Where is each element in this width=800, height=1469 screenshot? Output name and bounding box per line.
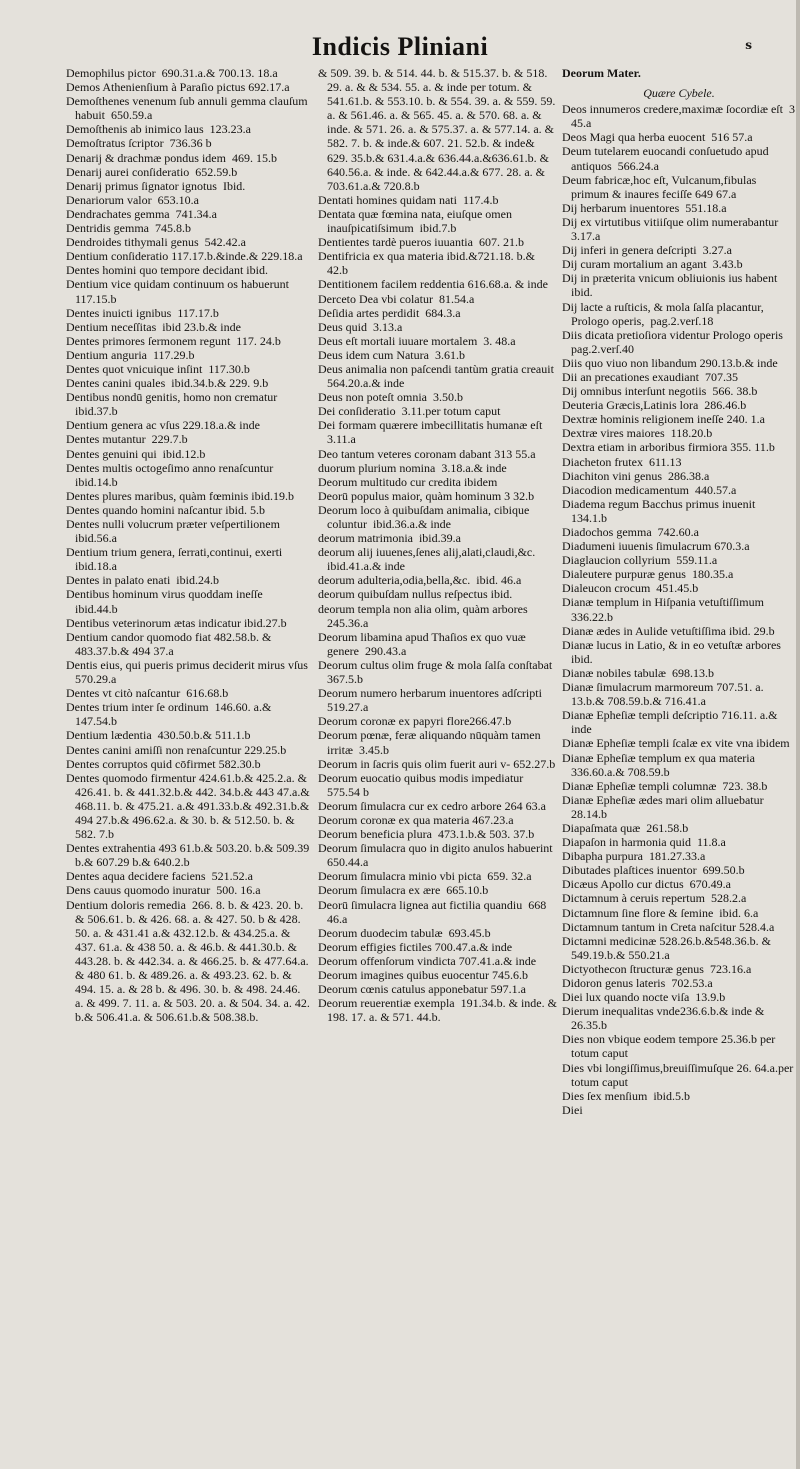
index-column-1 [66,66,314,1466]
index-entry: Dentes nulli volucrum præter veſpertilionem ibid.56.a [66,517,286,546]
index-entry: Dentes quot vnicuique inſint 117.30.b [66,361,250,376]
index-entry: Dianæ templum in Hiſpania vetuſtiſſimum 336.22.b [562,595,770,624]
index-entry: Dentes canini amiſſi non renaſcuntur 229.25.b [66,742,287,757]
index-entry: Dictamni medicinæ 528.26.b.&548.36.b. & 549.19.b.& 550.21.a [562,933,774,962]
index-entry: Dentifricia ex qua materia ibid.&721.18. b.& 42.b [318,249,538,278]
index-entry: Dentium genera ac vſus 229.18.a.& inde [66,418,260,433]
index-entry: Dentes primores ſermonem regunt 117. 24.b [66,333,281,348]
index-entry: Deus idem cum Natura 3.61.b [318,347,465,362]
index-entry: Dentes multis octogeſimo anno renaſcuntur ibid.14.b [66,460,280,489]
index-entry: Dentium lædentia 430.50.b.& 511.1.b [66,728,251,743]
index-column-2 [318,66,558,1466]
index-entry: Dictamnum tantum in Creta naſcitur 528.4.a [562,919,775,934]
running-title: Indicis Pliniani [311,32,489,61]
index-entry: Deos innumeros credere,maximæ ſocordiæ eſt 3 45.a [562,102,795,131]
index-entry: Deorum coronæ ex papyri flore266.47.b [318,714,512,729]
index-entry: Dentes genuini qui ibid.12.b [66,446,206,461]
index-entry: Deorum coronæ ex qua materia 467.23.a [318,812,514,827]
index-entry: Dentes trium inter ſe ordinum 146.60. a.& 147.54.b [66,700,275,729]
index-entry: Deſidia artes perdidit 684.3.a [318,305,461,320]
index-entry: Deorum cœnis catulus apponebatur 597.1.a [318,982,526,997]
index-entry: deorum matrimonia ibid.39.a [318,531,461,546]
index-entry: Deorum in ſacris quis olim fuerit auri v- 652.27.b [318,756,556,771]
index-entry: Dij herbarum inuentores 551.18.a [562,200,727,215]
index-column-3 [562,66,796,1466]
index-entry: Dicæus Apollo cur dictus 670.49.a [562,877,731,892]
index-entry: Deorum loco à quibuſdam animalia, cibique coluntur ibid.36.a.& inde [318,502,533,531]
index-entry: Dij ex virtutibus vitiiſque olim numerabantur 3.17.a [562,214,785,244]
index-entry: Deorum imagines quibus euocentur 745.6.b [318,968,528,982]
index-entry: Dij in præterita vnicum obliuionis ius habent ibid. [562,271,784,300]
index-entry: Demoſthenes venenum ſub annuli gemma clauſum habuit 650.59.a [66,94,311,123]
index-entry: Dianæ ſimulacrum marmoreum 707.51. a. 13.b.& 708.59.b.& 716.41.a [562,680,767,709]
index-entry: Deorū populus maior, quàm hominum 3 32.b [318,488,535,503]
index-entry: Dies vbi longiſſimus,breuiſſimuſque 26. 64.a.per totum caput [562,1060,797,1089]
index-entry: Deorum ſimulacra minio vbi picta 659. 32.a [318,869,532,884]
index-entry: deorum quibuſdam nullus reſpectus ibid. [318,587,513,602]
index-entry: Dictamnum ſine flore & ſemine ibid. 6.a [562,905,759,920]
index-entry: Diis dicata pretioſiora videntur Prologo operis pag.2.verſ.40 [562,327,786,356]
index-entry: Demophilus pictor 690.31.a.& 700.13. 18.a [66,66,278,80]
index-entry: Deum tutelarem euocandi conſuetudo apud antiquos 566.24.a [562,144,772,173]
index-entry: Derceto Dea vbi colatur 81.54.a [318,291,475,306]
index-entry: Dibapha purpura 181.27.33.a [562,849,706,864]
index-entry: Dies ſex menſium ibid.5.b [562,1088,690,1103]
index-entry: Dentibus veterinorum ætas indicatur ibid.27.b [66,615,287,630]
index-entry: Denarij primus ſignator ignotus Ibid. [66,178,246,193]
index-entry: Deorum multitudo cur credita ibidem [318,474,498,489]
index-entry: Dentium vice quidam continuum os habuerunt 117.15.b [66,277,295,306]
index-entry: Deuteria Græcis,Latinis lora 286.46.b [562,398,747,413]
index-entry: Deos Magi qua herba euocent 516 57.a [562,130,753,145]
index-entry: Diei lux quando nocte viſa 13.9.b [562,990,726,1005]
index-entry: Deorum numero herbarum inuentores adſcripti 519.27.a [318,686,548,715]
index-entry: Dentata quæ fœmina nata, eiuſque omen inauſpicatiſsimum ibid.7.b [318,206,515,236]
index-entry: Demos Athenienſium à Paraſio pictus 692.17.a [66,80,290,95]
index-entry: Dentridis gemma 745.8.b [66,221,191,236]
index-entry: Dianæ Epheſiæ templi deſcriptio 716.11. a.& inde [562,708,781,737]
index-entry: Dictamnum à ceruis repertum 528.2.a [562,891,747,906]
index-entry: Dentes homini quo tempore decidant ibid. [66,263,268,278]
index-entry: Dentes mutantur 229.7.b [66,432,188,447]
index-entry: Deorum pœnæ, feræ aliquando nūquàm tamen irritæ 3.45.b [318,728,544,757]
index-entry: Dianæ ædes in Aulide vetuſtiſſima ibid. 29.b [562,623,775,638]
index-entry: Dij inferi in genera deſcripti 3.27.a [562,243,732,258]
index-entry: Denarij & drachmæ pondus idem 469. 15.b [66,150,277,165]
index-entry: Dentati homines quidam nati 117.4.b [318,192,499,207]
index-entry: Dentitionem facilem reddentia 616.68.a. & inde [318,277,548,292]
index-entry: Dentes plures maribus, quàm fœminis ibid.19.b [66,488,294,503]
index-entry: Diadochos gemma 742.60.a [562,525,699,539]
index-entry: Dij curam mortalium an agant 3.43.b [562,257,743,272]
index-entry: Dianæ lucus in Latio, & in eo vetuſtæ arbores ibid. [562,637,787,666]
index-entry: Dentibus hominum virus quoddam ineſſe ibid.44.b [66,587,269,616]
index-entry: Didoron genus lateris 702.53.a [562,976,713,990]
index-entry: Deorum cultus olim fruge & mola ſalſa conſtabat 367.5.b [318,657,559,687]
index-entry: Deorum duodecim tabulæ 693.45.b [318,925,491,940]
index-entry: Diadema regum Bacchus primus inuenit 134.1.b [562,496,762,525]
index-entry: Deorum reuerentiæ exempla 191.34.b. & inde. & 198. 17. a. & 571. 44.b. [318,996,560,1025]
index-entry: Deus non poteſt omnia 3.50.b [318,390,463,405]
index-entry: Deus quid 3.13.a [318,319,403,334]
index-entry: Dictyothecon ſtructuræ genus 723.16.a [562,961,752,976]
index-entry: duorum plurium nomina 3.18.a.& inde [318,460,507,475]
index-entry: Dentes aqua decidere faciens 521.52.a [66,869,253,884]
index-entry: Denarij aurei conſideratio 652.59.b [66,164,238,179]
page-edge [796,0,800,1469]
index-entry: Dens cauus quomodo inuratur 500. 16.a [66,883,261,898]
index-entry: Dendrachates gemma 741.34.a [66,206,217,221]
index-entry: Dianæ nobiles tabulæ 698.13.b [562,665,714,680]
index-entry: Deus eſt mortali iuuare mortalem 3. 48.a [318,333,516,348]
index-entry: Dentes in palato enati ibid.24.b [66,573,219,588]
index-entry: Dij omnibus interſunt negotiis 566. 38.b [562,384,758,399]
index-entry: Dibutades plaſtices inuentor 699.50.b [562,863,745,878]
index-entry: Dentibus nondū genitis, homo non crematur ibid.37.b [66,390,284,419]
index-entry: Dendroides tithymali genus 542.42.a [66,235,246,250]
page-mark: s [745,38,752,52]
index-entry: Dianæ Epheſiæ ædes mari olim alluebatur 28.14.b [562,792,770,821]
index-column-3-entries [562,102,796,1117]
index-entry: Diapaſon in harmonia quid 11.8.a [562,835,726,850]
index-entry: Dextræ vires maiores 118.20.b [562,426,713,441]
index-entry: Dextræ hominis religionem ineſſe 240. 1.a [562,412,765,427]
index-entry: Diacodion medicamentum 440.57.a [562,482,737,497]
index-entry: Deorū ſimulacra lignea aut fictilia quandiu 668 46.a [318,897,550,926]
index-entry: deorum templa non alia olim, quàm arbores 245.36.a [318,601,534,630]
index-entry: Dialeutere purpuræ genus 180.35.a [562,567,734,582]
index-entry: Demoſtratus ſcriptor 736.36 b [66,136,212,151]
index-entry: Deum fabricæ,hoc eſt, Vulcanum,fibulas primum & inaures feciſſe 649 67.a [562,172,760,201]
index-entry: Diei [562,1102,583,1117]
index-entry: Dentes inuicti ignibus 117.17.b [66,305,219,320]
index-entry: Dei conſideratio 3.11.per totum caput [318,404,501,419]
index-entry: Dii an precationes exaudiant 707.35 [562,369,738,384]
section-heading: Deorum Mater. [562,66,641,80]
index-entry: Dentium doloris remedia 266. 8. b. & 423. 20. b. & 506.61. b. & 426. 68. a. & 427. 50. b & 428. 50. a. & 431.41 a.& 432.12.b. & 434.25.a. & 437. 61.a. & 438 50. a. & 46.b. & 441.30.b. & 443.28. b. & 442.34. a. & 466.25. b. & 477.64.a. & 480 61. b. & 489.26. a. & 493.23. 62. b. & 494. 15. a. & 28 b. & 496. 30. b. & 498. 24.46. a. & 499. 7. 11. a. & 503. 20. a. & 504. 34. a. 42. b.& 506.41.a. & 506.61.b.& 508.38.b. [66,897,313,1025]
index-entry: Dentes extrahentia 493 61.b.& 503.20. b.& 509.39 b.& 607.29 b.& 640.2.b [66,841,313,870]
index-entry: Dianæ Epheſiæ templum ex qua materia 336.60.a.& 708.59.b [562,750,761,779]
index-entry: Dentes quando homini naſcantur ibid. 5.b [66,502,265,517]
index-entry: Dentes quomodo firmentur 424.61.b.& 425.2.a. & 426.41. b. & 441.32.b.& 442. 34.b.& 443 47.a.& 468.11. b. & 475.21. a.& 491.33.b.& 492.31.b.& 494 27.b.& 496.62.a. & 30. b. & 512.50. b. & 582. 7.b [66,770,313,842]
index-entry: Dentes canini quales ibid.34.b.& 229. 9.b [66,376,269,391]
index-entry: Diadumeni iuuenis ſimulacrum 670.3.a [562,539,750,554]
index-entry: Dentes corruptos quid cōfirmet 582.30.b [66,756,261,771]
index-entry: Dentium anguria 117.29.b [66,347,195,362]
index-entry: Dentium candor quomodo fiat 482.58.b. & 483.37.b.& 494 37.a [66,629,275,658]
index-entry: Dentium neceſſitas ibid 23.b.& inde [66,319,241,334]
index-entry: Deo tantum veteres coronam dabant 313 55.a [318,446,536,461]
index-entry: Dentes vt citò naſcantur 616.68.b [66,686,229,701]
index-entry: Dentium trium genera, ſerrati,continui, exerti ibid.18.a [66,545,289,574]
index-entry: Deorum offenſorum vindicta 707.41.a.& inde [318,953,537,968]
index-entry: Deorum ſimulacra ex ære 665.10.b [318,883,489,898]
index-entry: deorum adulteria,odia,bella,&c. ibid. 46.a [318,573,522,588]
index-entry: Dei formam quærere imbecillitatis humanæ eſt 3.11.a [318,418,549,447]
index-entry: & 509. 39. b. & 514. 44. b. & 515.37. b. & 518. 29. a. & & 534. 55. a. & inde per totum. & 541.61.b. & 553.10. b. & 554. 39. a. & 559. 59. a. & 561.46. a. & 565. 45. a. & 570. 68. a. & inde. & 571. 26. a. & 575.37. a. & 577.14. a. & 582. 7. b. & inde.& 607. 21. 52.b. & inde& 629. 35.b.& 631.4.a.& 636.44.a.&636.61.b. & 640.56.a. & inde. & 642.44.a.& 677. 28. a. & 703.61.a.& 720.8.b [318,66,559,193]
index-entry: Deorum beneficia plura 473.1.b.& 503. 37.b [318,827,535,842]
index-entry: Dianæ Epheſiæ templi ſcalæ ex vite vna ibidem [562,736,790,751]
index-entry: Dentientes tardè pueros iuuantia 607. 21.b [318,235,524,250]
index-entry: Dentium conſideratio 117.17.b.&inde.& 229.18.a [66,249,303,264]
index-entry: Deus animalia non paſcendi tantùm gratia creauit 564.20.a.& inde [318,361,560,391]
index-entry: Dianæ Epheſiæ templi columnæ 723. 38.b [562,778,768,793]
cross-reference: Quære Cybele. [643,86,715,101]
index-entry: Deorum euocatio quibus modis impediatur 575.54 b [318,770,530,799]
index-entry: Dialeucon crocum 451.45.b [562,581,699,596]
index-entry: Deorum libamina apud Thaſios ex quo vuæ genere 290.43.a [318,629,529,658]
index-entry: Diapaſmata quæ 261.58.b [562,820,689,835]
index-entry: Deorum ſimulacra cur ex cedro arbore 264 63.a [318,798,546,813]
index-entry: Dij lacte a ruſticis, & mola ſalſa placantur, Prologo operis, pag.2.verſ.18 [562,299,767,328]
index-entry: Diachiton vini genus 286.38.a [562,468,710,483]
index-entry: Deorum ſimulacra quo in digito anulos habuerint 650.44.a [318,841,559,870]
index-entry: Demoſthenis ab inimico laus 123.23.a [66,122,251,137]
index-entry: Diacheton frutex 611.13 [562,454,682,469]
index-entry: Denariorum valor 653.10.a [66,192,199,207]
index-entry: Dierum inequalitas vnde236.6.b.& inde & 26.35.b [562,1004,768,1033]
index-entry: Dies non vbique eodem tempore 25.36.b per totum caput [562,1032,779,1061]
index-entry: Deorum effigies fictiles 700.47.a.& inde [318,939,513,954]
index-entry: Diis quo viuo non libandum 290.13.b.& inde [562,355,778,370]
index-entry: deorum alij iuuenes,ſenes alij,alati,claudi,&c. ibid.41.a.& inde [318,545,542,574]
index-entry: Dextra etiam in arboribus firmiora 355. 11.b [562,440,775,455]
index-entry: Dentis eius, qui pueris primus deciderit mirus vſus 570.29.a [66,657,314,687]
index-entry: Diaglaucion collyrium 559.11.a [562,553,718,568]
